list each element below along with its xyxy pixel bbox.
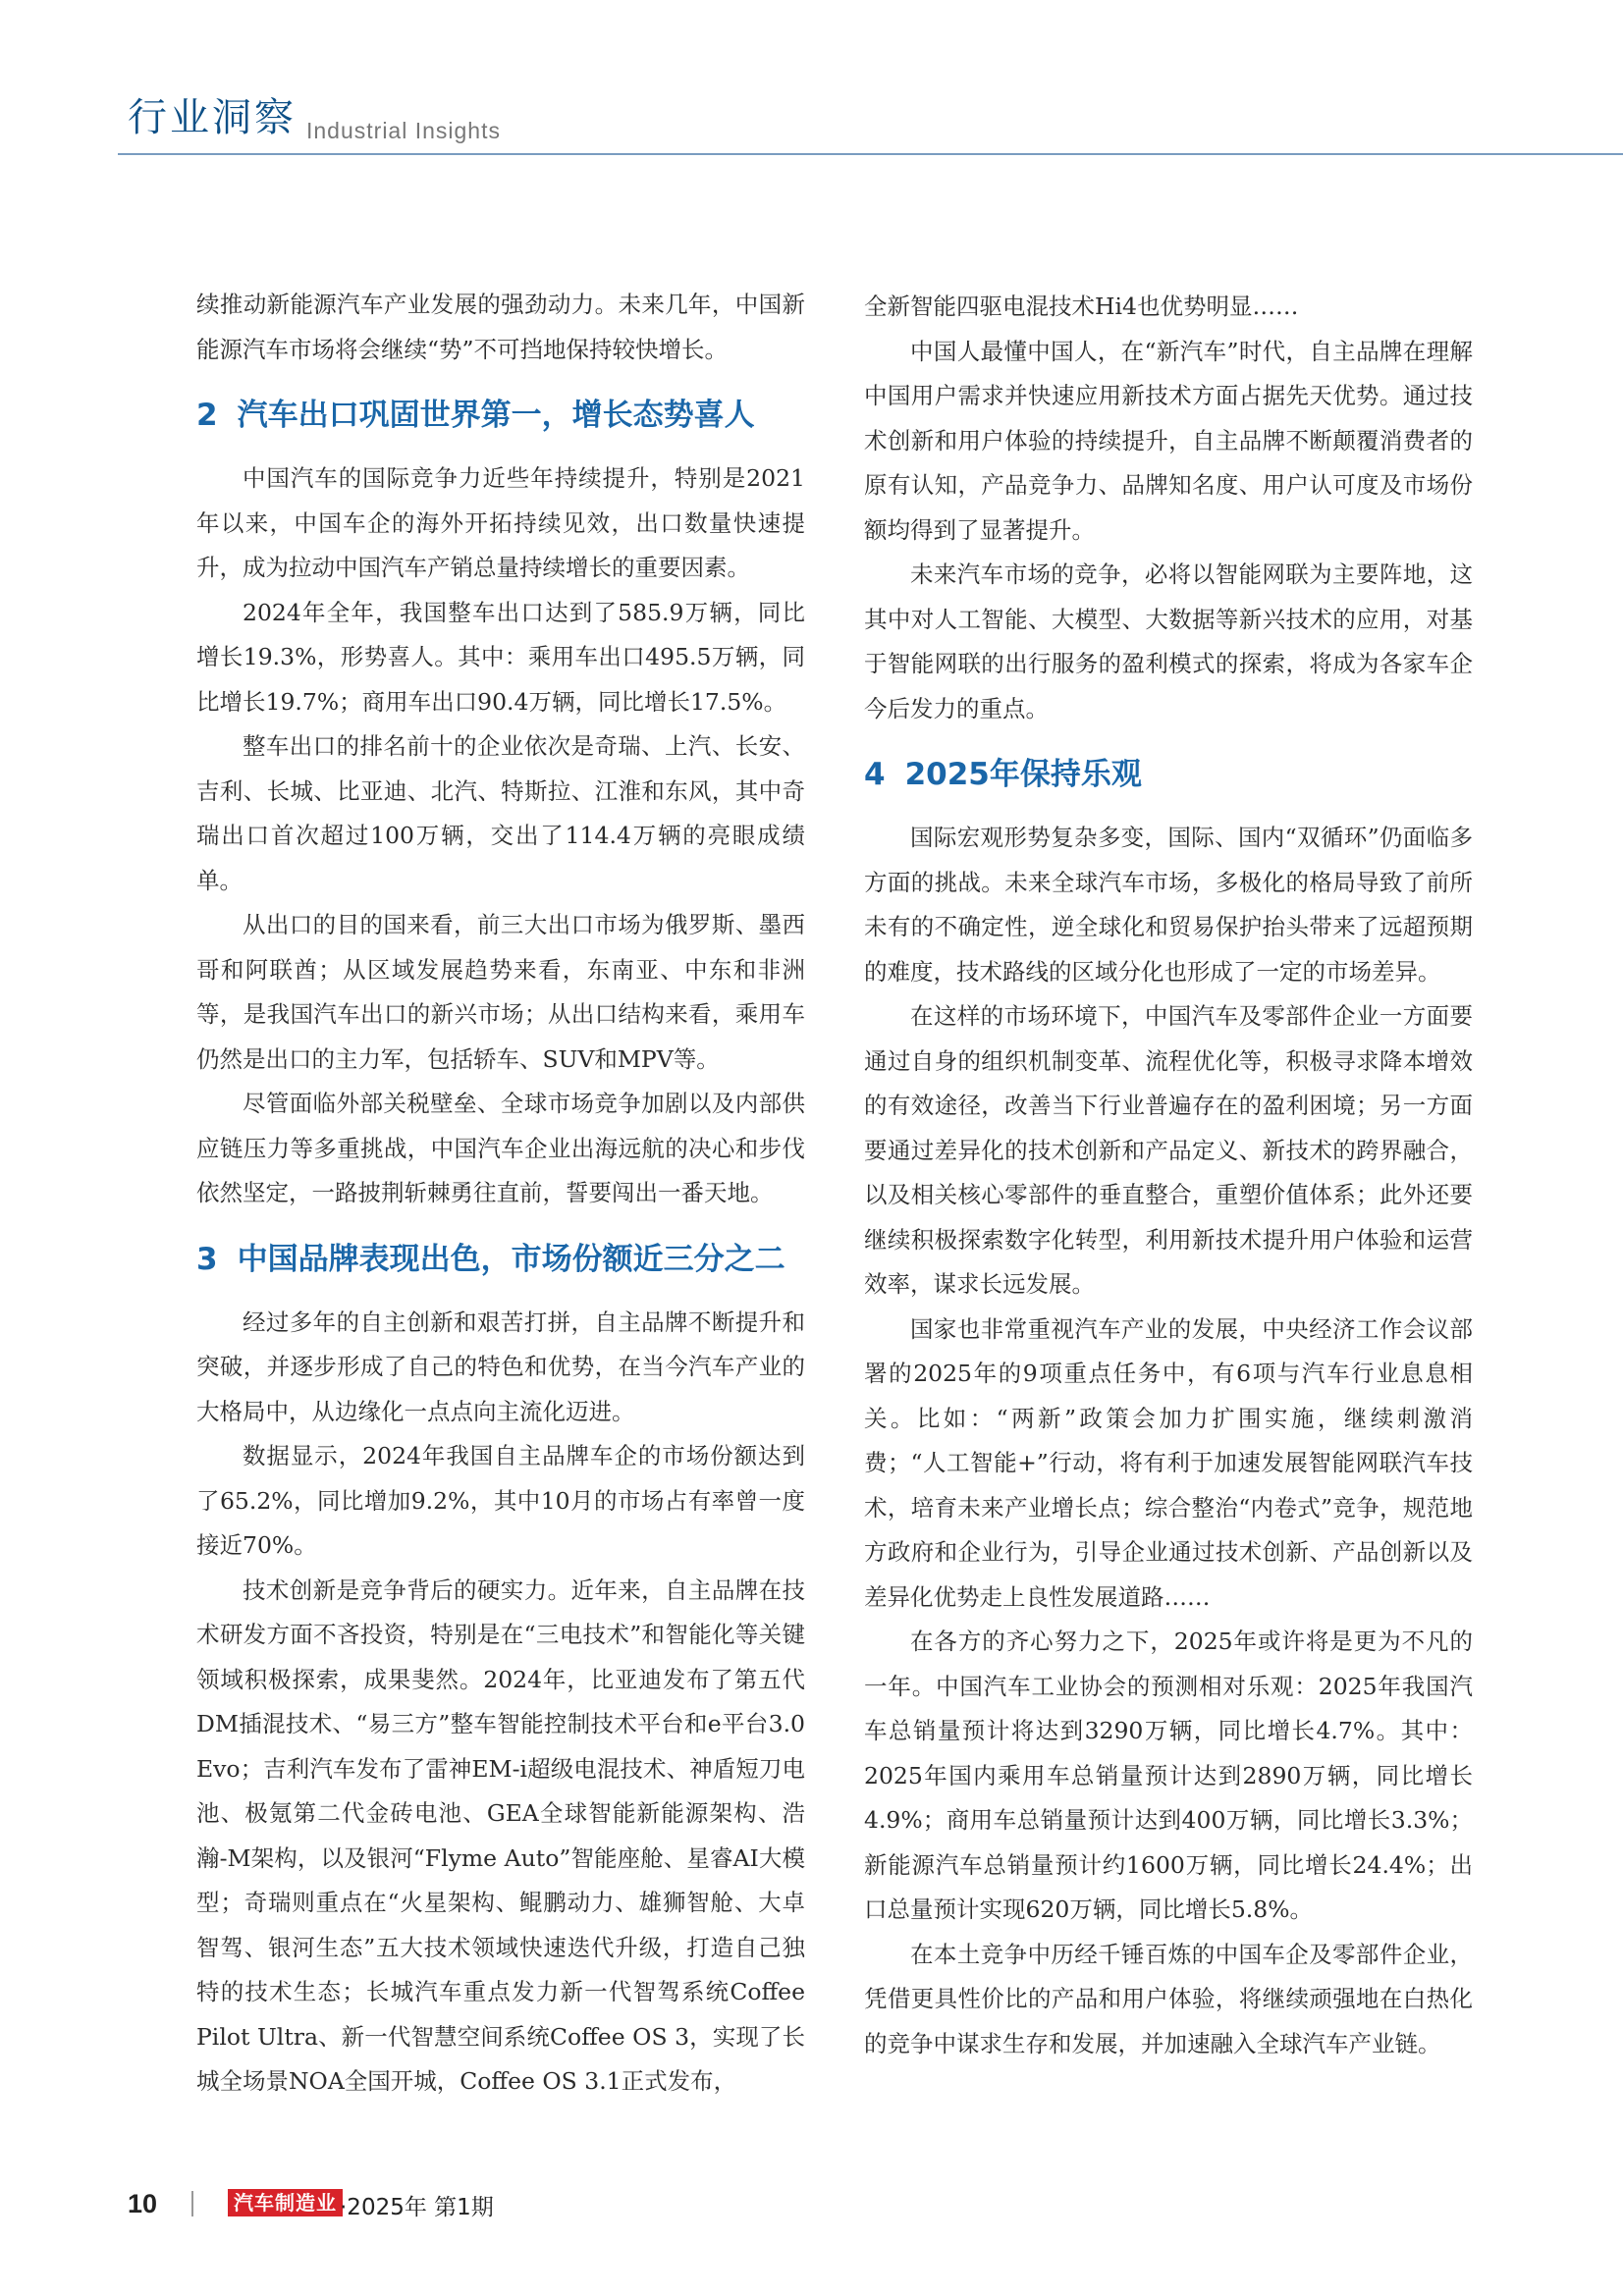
left-column [196,283,805,2105]
heading-text: 汽车出口巩固世界第一，增长态势喜人 [237,398,755,433]
paragraph: 从出口的目的国来看，前三大出口市场为俄罗斯、墨西哥和阿联酋；从区域发展趋势来看，东南亚、中东和非洲等，是我国汽车出口的新兴市场；从出口结构来看，乘用车仍然是出口的主力军，包括轿车、SUV和MPV等。 [196,911,805,1073]
page-footer [0,2179,1623,2238]
paragraph: 在这样的市场环境下，中国汽车及零部件企业一方面要通过自身的组织机制变革、流程优化等，积极寻求降本增效的有效途径，改善当下行业普遍存在的盈利困境；另一方面要通过差异化的技术创新和产品定义、新技术的跨界融合，以及相关核心零部件的垂直整合，重塑价值体系；此外还要继续积极探索数字化转型，利用新技术提升用户体验和运营效率，谋求长远发展。 [864,1002,1473,1298]
section-heading-2 [196,386,805,445]
section-title: 行业洞察 [128,95,297,140]
section-subtitle: Industrial Insights [306,118,501,143]
header-divider [118,153,1623,155]
footer-divider [191,2191,193,2216]
paragraph: 全新智能四驱电混技术Hi4也优势明显…… [864,293,1299,320]
paragraph: 续推动新能源汽车产业发展的强劲动力。未来几年，中国新能源汽车市场将会继续“势”不可挡地保持较快增长。 [196,291,805,363]
paragraph: 在各方的齐心努力之下，2025年或许将是更为不凡的一年。中国汽车工业协会的预测相对乐观：2025年我国汽车总销量预计将达到3290万辆，同比增长4.7%。其中：2025年国内乘用车总销量预计达到2890万辆，同比增长4.9%；商用车总销量预计达到400万辆，同比增长3.3%；新能源汽车总销量预计约1600万辆，同比增长24.4%；出口总量预计实现620万辆，同比增长5.8%。 [864,1628,1473,1923]
heading-number: 4 [864,757,886,792]
paragraph: 2024年全年，我国整车出口达到了585.9万辆，同比增长19.3%，形势喜人。其中：乘用车出口495.5万辆，同比增长19.7%；商用车出口90.4万辆，同比增长17.5%。 [196,598,805,716]
paragraph: 未来汽车市场的竞争，必将以智能网联为主要阵地，这其中对人工智能、大模型、大数据等新兴技术的应用，对基于智能网联的出行服务的盈利模式的探索，将成为各家车企今后发力的重点。 [864,561,1473,722]
section-heading-4 [864,745,1473,804]
paragraph: 中国汽车的国际竞争力近些年持续提升，特别是2021年以来，中国车企的海外开拓持续见效，出口数量快速提升，成为拉动中国汽车产销总量持续增长的重要因素。 [196,464,805,581]
heading-text: 中国品牌表现出色，市场份额近三分之二 [237,1241,785,1277]
paragraph: 经过多年的自主创新和艰苦打拼，自主品牌不断提升和突破，并逐步形成了自己的特色和优势，在当今汽车产业的大格局中，从边缘化一点点向主流化迈进。 [196,1308,805,1425]
paragraph: 尽管面临外部关税壁垒、全球市场竞争加剧以及内部供应链压力等多重挑战，中国汽车企业出海远航的决心和步伐依然坚定，一路披荆斩棘勇往直前，誓要闯出一番天地。 [196,1090,805,1206]
heading-number: 2 [196,398,218,433]
paragraph: 整车出口的排名前十的企业依次是奇瑞、上汽、长安、吉利、长城、比亚迪、北汽、特斯拉、江淮和东风，其中奇瑞出口首次超过100万辆，交出了114.4万辆的亮眼成绩单。 [196,732,805,894]
magazine-logo: 汽车制造业 [228,2189,343,2216]
page-number: 10 [128,2189,158,2218]
paragraph: 国际宏观形势复杂多变，国际、国内“双循环”仍面临多方面的挑战。未来全球汽车市场，多极化的格局导致了前所未有的不确定性，逆全球化和贸易保护抬头带来了远超预期的难度，技术路线的区域分化也形成了一定的市场差异。 [864,824,1473,986]
paragraph: 中国人最懂中国人，在“新汽车”时代，自主品牌在理解中国用户需求并快速应用新技术方面占据先天优势。通过技术创新和用户体验的持续提升，自主品牌不断颠覆消费者的原有认知，产品竞争力、品牌知名度、用户认可度及市场份额均得到了显著提升。 [864,337,1473,544]
heading-number: 3 [196,1241,218,1277]
heading-text: 2025年保持乐观 [904,757,1142,792]
issue-label: ·2025年 第1期 [340,2195,494,2220]
paragraph: 在本土竞争中历经千锤百炼的中国车企及零部件企业，凭借更具性价比的产品和用户体验，将继续顽强地在白热化的竞争中谋求生存和发展，并加速融入全球汽车产业链。 [864,1940,1473,2057]
paragraph: 数据显示，2024年我国自主品牌车企的市场份额达到了65.2%，同比增加9.2%，其中10月的市场占有率曾一度接近70%。 [196,1442,805,1559]
paragraph: 技术创新是竞争背后的硬实力。近年来，自主品牌在技术研发方面不吝投资，特别是在“三电技术”和智能化等关键领域积极探索，成果斐然。2024年，比亚迪发布了第五代DM插混技术、“易三方”整车智能控制技术平台和e平台3.0 Evo；吉利汽车发布了雷神EM-i超级电混技术、神盾短刀电池、极氪第二代金砖电池、GEA全球智能新能源架构、浩瀚-M架构，以及银河“Flyme Auto”智能座舱、星睿AI大模型；奇瑞则重点在“火星架构、鲲鹏动力、雄狮智舱、大卓智驾、银河生态”五大技术领域快速迭代升级，打造自己独特的技术生态；长城汽车重点发力新一代智驾系统Coffee Pilot Ultra、新一代智慧空间系统Coffee OS 3，实现了长城全场景NOA全国开城，Coffee OS 3.1正式发布， [196,1575,805,2095]
paragraph: 国家也非常重视汽车产业的发展，中央经济工作会议部署的2025年的9项重点任务中，有6项与汽车行业息息相关。比如：“两新”政策会加力扩围实施，继续刺激消费；“人工智能+”行动，将有利于加速发展智能网联汽车技术，培育未来产业增长点；综合整治“内卷式”竞争，规范地方政府和企业行为，引导企业通过技术创新、产品创新以及差异化优势走上良性发展道路…… [864,1314,1473,1611]
page-header [0,0,1623,167]
section-heading-3 [196,1230,805,1289]
right-column [864,285,1473,2066]
